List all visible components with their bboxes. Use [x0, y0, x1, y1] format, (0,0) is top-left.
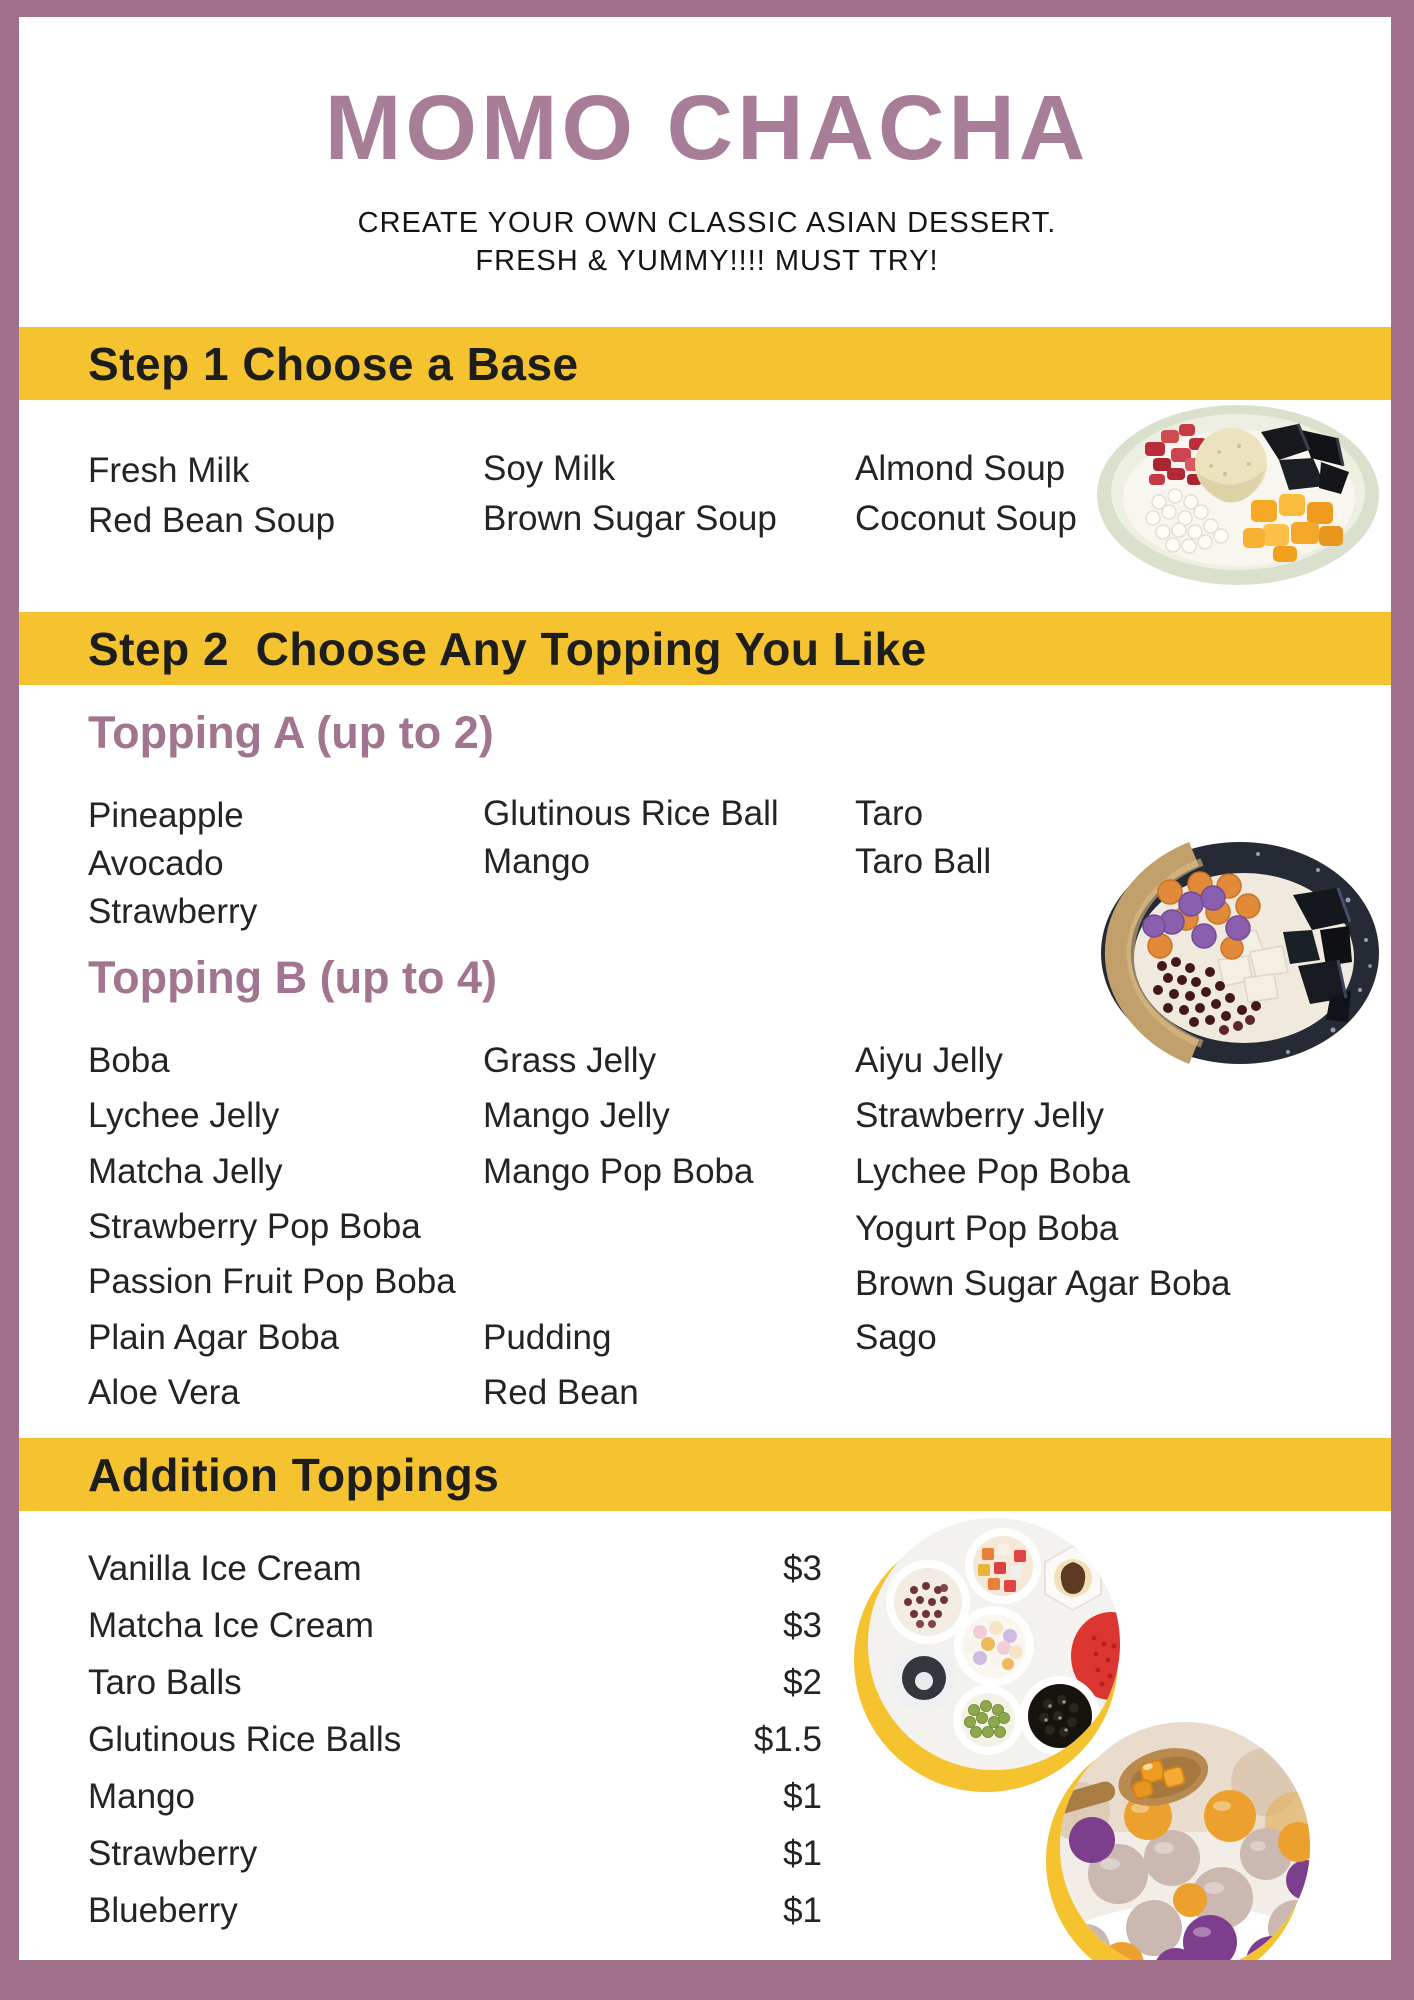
topping-b-heading: Topping B (up to 4): [88, 952, 498, 1003]
page-border-right: [1391, 0, 1414, 2000]
addition-item-price: $1: [783, 1891, 822, 1930]
topping-a-item: Avocado: [88, 844, 224, 883]
topping-b-item: Pudding: [483, 1318, 612, 1357]
addition-item-name: Vanilla Ice Cream: [88, 1549, 362, 1588]
topping-b-item: Aloe Vera: [88, 1373, 240, 1412]
addition-item-price: $3: [783, 1549, 822, 1588]
addition-item-name: Glutinous Rice Balls: [88, 1720, 402, 1759]
addition-item-name: Blueberry: [88, 1891, 238, 1930]
base-item: Soy Milk: [483, 449, 616, 488]
step1-banner: [0, 327, 1414, 400]
topping-b-item: Grass Jelly: [483, 1041, 657, 1080]
addition-item-name: Taro Balls: [88, 1663, 242, 1702]
topping-b-item: Passion Fruit Pop Boba: [88, 1262, 456, 1301]
addition-item-name: Matcha Ice Cream: [88, 1606, 374, 1645]
base-item: Coconut Soup: [855, 499, 1077, 538]
topping-a-item: Strawberry: [88, 892, 258, 931]
topping-a-item: Taro Ball: [855, 842, 992, 881]
topping-b-item: Brown Sugar Agar Boba: [855, 1264, 1231, 1303]
additions-banner: [0, 1438, 1414, 1511]
topping-b-item: Sago: [855, 1318, 937, 1357]
addition-item-price: $1: [783, 1834, 822, 1873]
topping-b-item: Lychee Jelly: [88, 1096, 280, 1135]
topping-b-item: Plain Agar Boba: [88, 1318, 340, 1357]
addition-item-name: Mango: [88, 1777, 196, 1816]
topping-b-item: Boba: [88, 1041, 170, 1080]
additions-banner-label: Addition Toppings: [88, 1448, 500, 1501]
page-border-left: [0, 0, 19, 2000]
restaurant-name: MOMO CHACHA: [324, 77, 1090, 179]
addition-item-price: $3: [783, 1606, 822, 1645]
base-item: Brown Sugar Soup: [483, 499, 777, 538]
addition-item-price: $1: [783, 1777, 822, 1816]
topping-a-heading: Topping A (up to 2): [88, 707, 494, 758]
topping-b-item: Matcha Jelly: [88, 1152, 283, 1191]
step2-banner-label: Step 2 Choose Any Topping You Like: [88, 622, 927, 675]
base-item: Fresh Milk: [88, 451, 250, 490]
topping-b-item: Yogurt Pop Boba: [855, 1209, 1119, 1248]
topping-b-item: Red Bean: [483, 1373, 639, 1412]
topping-a-item: Glutinous Rice Ball: [483, 794, 779, 833]
step2-banner: [0, 612, 1414, 685]
topping-a-item: Mango: [483, 842, 591, 881]
page-border-top: [0, 0, 1414, 17]
topping-b-item: Aiyu Jelly: [855, 1041, 1003, 1080]
topping-b-item: Lychee Pop Boba: [855, 1152, 1131, 1191]
addition-item-price: $1.5: [753, 1720, 822, 1759]
topping-b-item: Strawberry Jelly: [855, 1096, 1104, 1135]
taro-bowl-photo: [1098, 840, 1383, 1072]
base-item: Almond Soup: [855, 449, 1066, 488]
addition-item-price: $2: [783, 1663, 822, 1702]
addition-item-name: Strawberry: [88, 1834, 258, 1873]
menu-subtitle-line2: FRESH & YUMMY!!!! MUST TRY!: [475, 245, 939, 277]
shaved-ice-bowl-photo: [1093, 402, 1383, 593]
taro-balls-photo: [1046, 1722, 1310, 1990]
topping-b-item: Mango Jelly: [483, 1096, 670, 1135]
step1-banner-label: Step 1 Choose a Base: [88, 337, 579, 390]
page-border-bottom: [0, 1960, 1414, 2000]
topping-a-item: Pineapple: [88, 796, 244, 835]
menu-subtitle-line1: CREATE YOUR OWN CLASSIC ASIAN DESSERT.: [357, 207, 1057, 239]
topping-b-item: Strawberry Pop Boba: [88, 1207, 421, 1246]
topping-a-item: Taro: [855, 794, 924, 833]
topping-b-item: Mango Pop Boba: [483, 1152, 754, 1191]
base-item: Red Bean Soup: [88, 501, 336, 540]
